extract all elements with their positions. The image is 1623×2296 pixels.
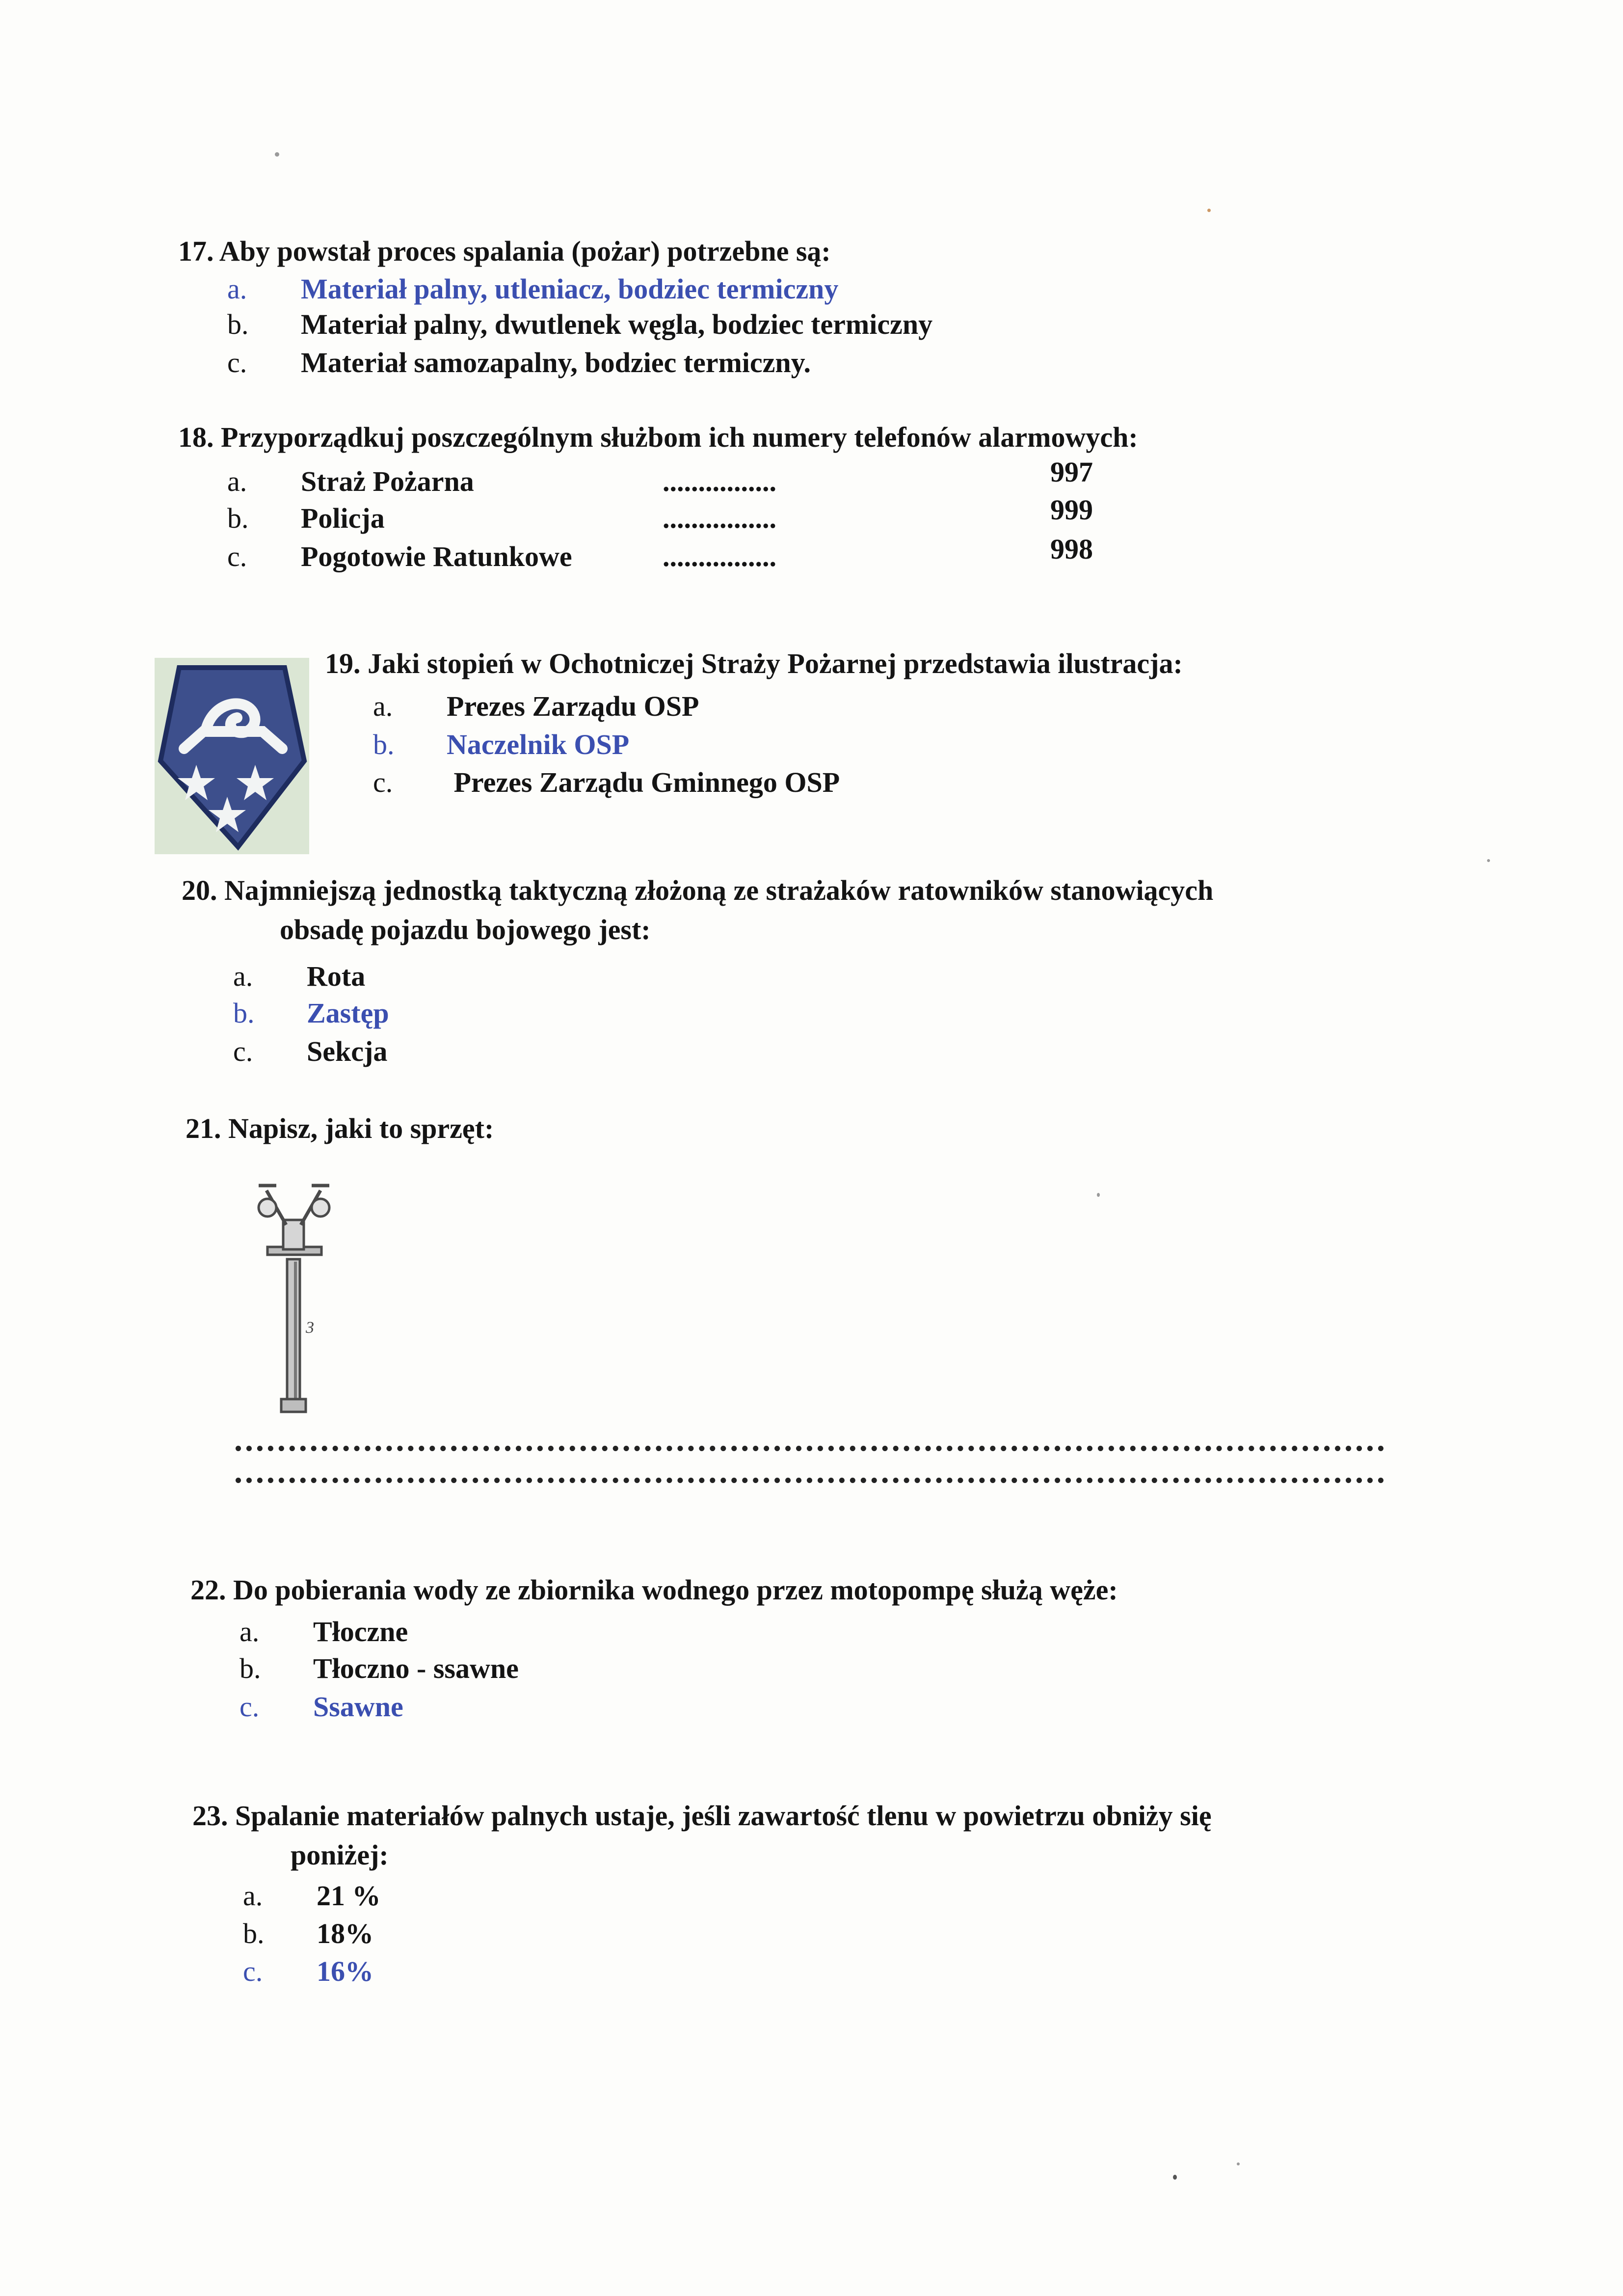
question-19-text: 19. Jaki stopień w Ochotniczej Straży Pożarnej przedstawia ilustracja:: [325, 648, 1183, 679]
service-name: Straż Pożarna: [301, 465, 474, 497]
option-letter: a.: [227, 273, 247, 305]
option-text: Naczelnik OSP: [447, 729, 630, 760]
option-letter: a.: [227, 465, 247, 497]
option-letter: b.: [227, 308, 249, 340]
osp-rank-badge-illustration: [155, 658, 309, 854]
service-name: Pogotowie Ratunkowe: [301, 540, 572, 572]
standpipe-foot: [281, 1399, 306, 1412]
q18-service-c: [227, 540, 572, 573]
option-text: 21 %: [317, 1880, 381, 1912]
standpipe-left-valve: [259, 1199, 276, 1216]
q19-option-b: [373, 728, 629, 761]
question-17-text: 17. Aby powstał proces spalania (pożar) potrzebne są:: [178, 235, 831, 267]
q19-option-c: [373, 766, 840, 799]
answer-line-2[interactable]: [236, 1478, 1384, 1483]
option-letter: c.: [227, 347, 247, 378]
question-23-line-2: poniżej:: [291, 1839, 389, 1871]
scan-speck: [1207, 209, 1211, 212]
option-text: Tłoczne: [313, 1616, 408, 1648]
option-text: Ssawne: [313, 1691, 403, 1723]
option-text: Prezes Zarządu Gminnego OSP: [447, 766, 840, 798]
q22-option-a: [239, 1615, 408, 1648]
q22-option-c: [239, 1690, 403, 1723]
q20-option-c: [233, 1035, 387, 1068]
question-18-text: 18. Przyporządkuj poszczególnym służbom ich numery telefonów alarmowych:: [178, 421, 1138, 453]
q18-number-3: 998: [1050, 533, 1093, 565]
service-name: Policja: [301, 502, 385, 534]
answer-line-1[interactable]: [236, 1446, 1384, 1451]
option-text: Prezes Zarządu OSP: [447, 690, 699, 722]
option-letter: c.: [239, 1691, 260, 1723]
option-letter: c.: [227, 540, 247, 572]
scan-speck: [1097, 1193, 1100, 1197]
scan-speck: [275, 152, 279, 157]
q17-option-c: [227, 346, 811, 379]
option-letter: b.: [373, 729, 395, 760]
illustration-label: 3: [306, 1319, 314, 1337]
option-text: Materiał samozapalny, bodziec termiczny.: [301, 347, 811, 378]
standpipe-pipe: [287, 1259, 300, 1402]
scan-speck: [1237, 2162, 1240, 2165]
q18-service-a: [227, 465, 474, 498]
q18-dots-a: ................: [663, 465, 776, 497]
option-letter: a.: [243, 1880, 263, 1912]
option-text: 18%: [317, 1918, 373, 1949]
q18-number-2: 999: [1050, 494, 1093, 526]
question-21-text: 21. Napisz, jaki to sprzęt:: [186, 1112, 494, 1144]
q22-option-b: [239, 1652, 519, 1685]
q17-option-a: [227, 272, 838, 305]
standpipe-right-valve: [312, 1199, 329, 1216]
option-letter: a.: [373, 690, 393, 722]
question-20-line-1: 20. Najmniejszą jednostką taktyczną złożoną ze strażaków ratowników stanowiących: [182, 874, 1214, 906]
option-letter: b.: [243, 1918, 265, 1949]
option-text: Materiał palny, utleniacz, bodziec termiczny: [301, 273, 839, 305]
q20-option-b: [233, 997, 389, 1029]
option-text: Materiał palny, dwutlenek węgla, bodziec termiczny: [301, 308, 933, 340]
option-letter: b.: [227, 502, 249, 534]
q17-option-b: [227, 308, 932, 341]
q20-option-a: [233, 960, 365, 993]
scan-speck: [1487, 859, 1490, 862]
hydrant-standpipe-illustration: [248, 1171, 341, 1416]
question-20-line-2: obsadę pojazdu bojowego jest:: [280, 914, 651, 945]
option-text: Tłoczno - ssawne: [313, 1652, 519, 1684]
question-23-line-1: 23. Spalanie materiałów palnych ustaje, jeśli zawartość tlenu w powietrzu obniży się: [192, 1800, 1212, 1832]
option-text: Sekcja: [307, 1035, 388, 1067]
q23-option-b: [243, 1917, 373, 1950]
option-letter: a.: [233, 960, 253, 992]
q18-dots-b: ................: [663, 502, 776, 534]
option-letter: c.: [373, 766, 393, 798]
option-text: Zastęp: [307, 997, 389, 1029]
option-letter: a.: [239, 1616, 260, 1648]
option-text: Rota: [307, 960, 366, 992]
question-22-text: 22. Do pobierania wody ze zbiornika wodnego przez motopompę służą węże:: [190, 1574, 1118, 1606]
q23-option-a: [243, 1879, 381, 1912]
option-letter: c.: [233, 1035, 253, 1067]
option-letter: b.: [239, 1652, 261, 1684]
q18-number-1: 997: [1050, 456, 1093, 488]
q19-option-a: [373, 690, 699, 723]
q18-service-b: [227, 502, 385, 535]
scan-speck: [1173, 2175, 1177, 2180]
option-text: 16%: [317, 1955, 373, 1987]
q18-dots-c: ................: [663, 540, 776, 572]
option-letter: b.: [233, 997, 255, 1029]
q23-option-c: [243, 1955, 373, 1988]
option-letter: c.: [243, 1955, 263, 1987]
